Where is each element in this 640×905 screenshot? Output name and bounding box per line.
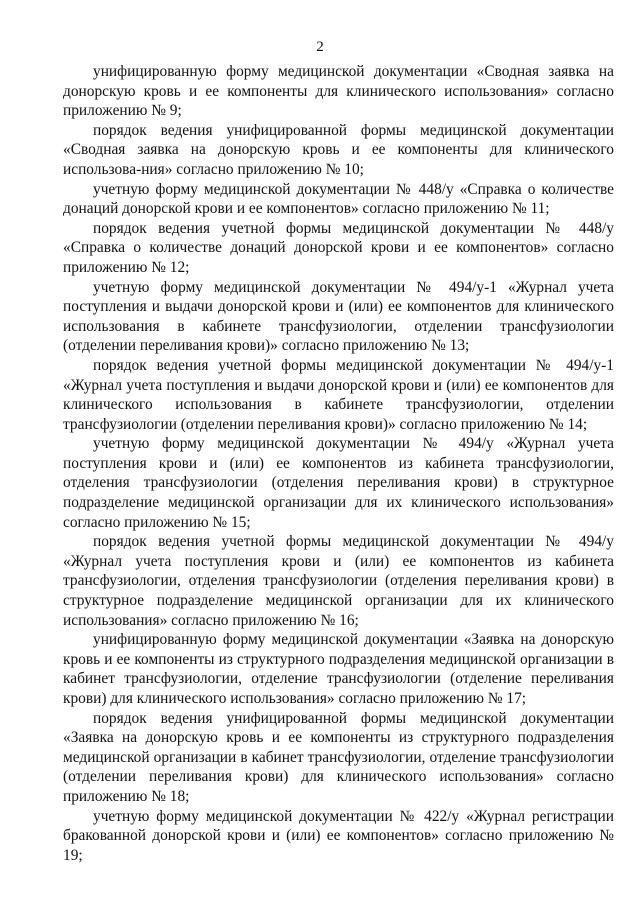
document-body: [63, 62, 614, 865]
paragraph-appendix-13: учетную форму медицинской документации № 494/у-1 «Журнал учета поступления и выдачи донорской крови и (или) ее компонентов для клинического использования в кабинете трансфузиологии, отделении трансфузиологии (отделении переливания крови)» согласно приложению № 13;: [63, 278, 614, 355]
paragraph-appendix-14: порядок ведения учетной формы медицинской документации № 494/у-1 «Журнал учета поступления и выдачи донорской крови и (или) ее компонентов для клинического использования в кабинете трансфузиологии, отделении трансфузиологии (отделении переливания крови)» согласно приложению № 14;: [63, 356, 614, 433]
paragraph-appendix-15: учетную форму медицинской документации № 494/у «Журнал учета поступления крови и (или) ее компонентов из кабинета трансфузиологии, отделения трансфузиологии (отделения переливания крови) в структурное подразделение медицинской организации для их клинического использования» согласно приложению № 15;: [63, 435, 614, 531]
paragraph-appendix-19: учетную форму медицинской документации № 422/у «Журнал регистрации бракованной донорской крови и (или) ее компонентов» согласно приложению № 19;: [63, 807, 614, 864]
paragraph-appendix-10: порядок ведения унифицированной формы медицинской документации «Сводная заявка на донорскую кровь и ее компоненты для клинического использова-ния» согласно приложению № 10;: [63, 121, 614, 178]
paragraph-appendix-18: порядок ведения унифицированной формы медицинской документации «Заявка на донорскую кровь и ее компоненты из структурного подразделения медицинской организации в кабинет трансфузиологии, отделение трансфузиологии (отделении переливания крови) для клинического использования» согласно приложению № 18;: [63, 709, 614, 805]
page-number: 2: [316, 39, 324, 55]
paragraph-appendix-11: учетную форму медицинской документации № 448/у «Справка о количестве донаций донорской крови и ее компонентов» согласно приложению № 11;: [63, 180, 614, 218]
paragraph-appendix-12: порядок ведения учетной формы медицинской документации № 448/у «Справка о количестве донаций донорской крови и ее компонентов» согласно приложению № 12;: [63, 219, 614, 276]
paragraph-appendix-17: унифицированную форму медицинской документации «Заявка на донорскую кровь и ее компоненты из структурного подразделения медицинской организации в кабинет трансфузиологии, отделение трансфузиологии (отделение переливания крови) для клинического использования» согласно приложению № 17;: [63, 631, 614, 707]
paragraph-appendix-16: порядок ведения учетной формы медицинской документации № 494/у «Журнал учета поступления крови и (или) ее компонентов из кабинета трансфузиологии, отделения трансфузиологии (отделения переливания крови) в структурное подразделение медицинской организации для их клинического использования» согласно приложению № 16;: [63, 533, 614, 629]
paragraph-appendix-9: унифицированную форму медицинской документации «Сводная заявка на донорскую кровь и ее компоненты для клинического использования» согласно приложению № 9;: [63, 63, 614, 120]
